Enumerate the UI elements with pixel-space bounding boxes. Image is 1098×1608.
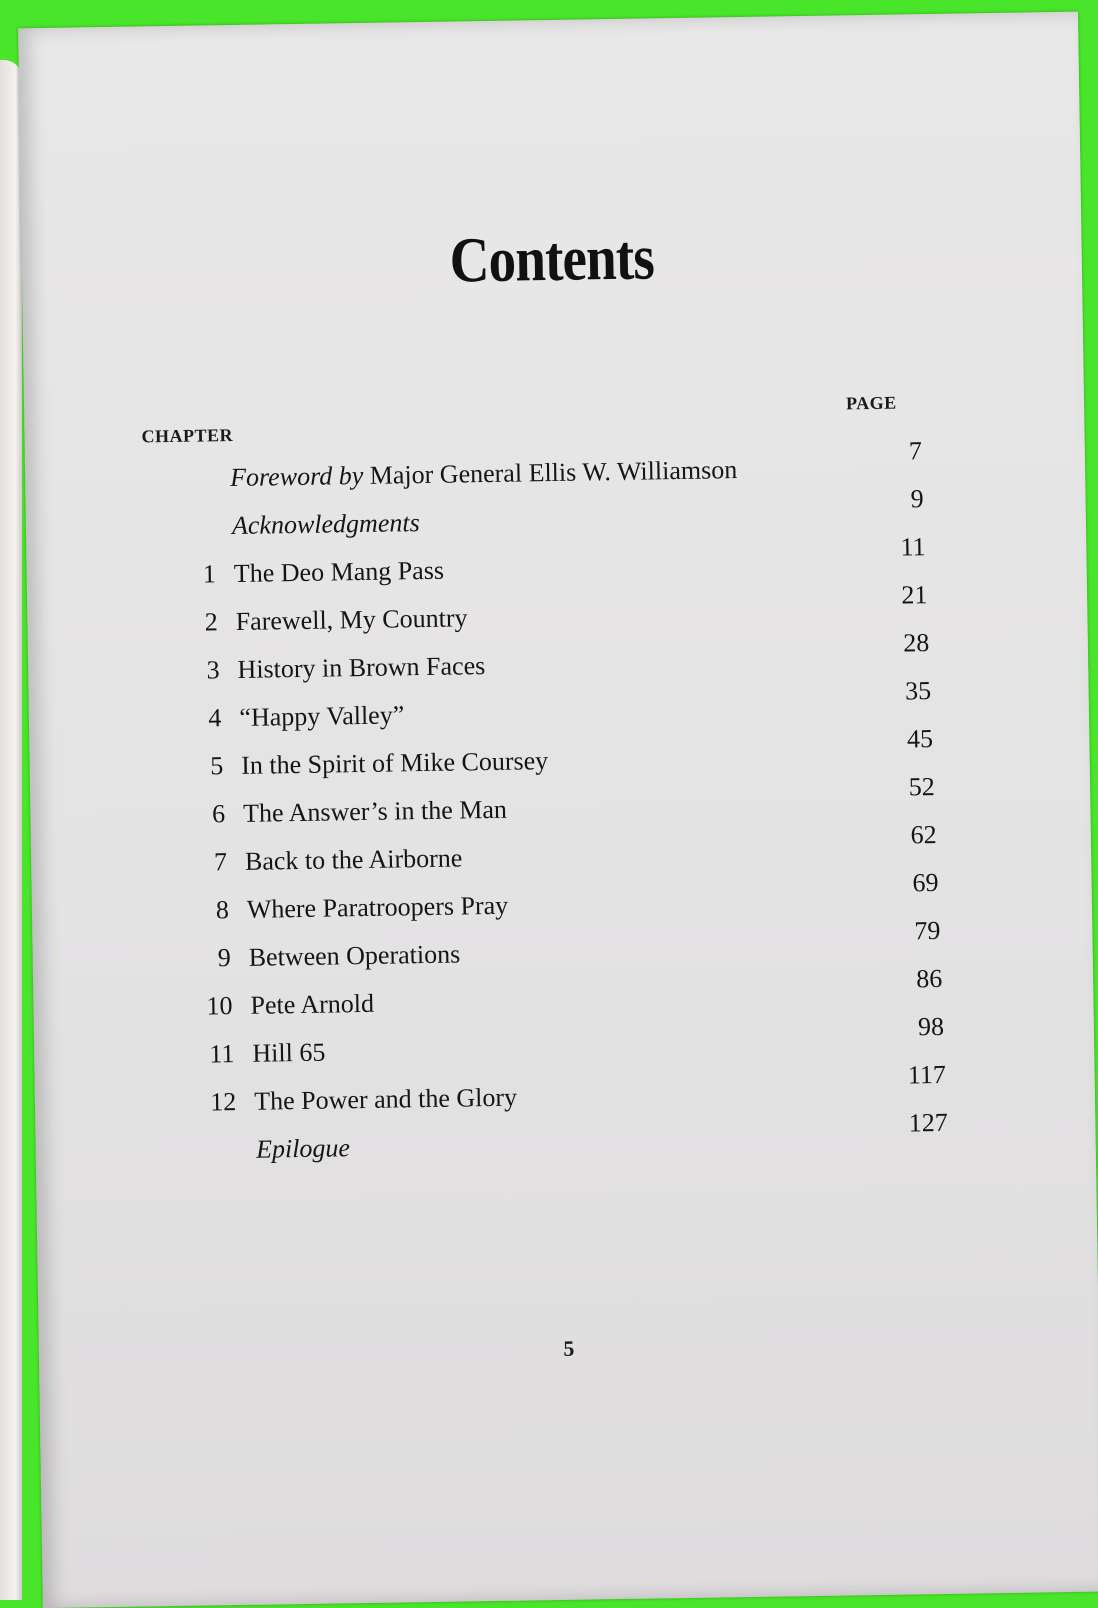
chapter-title-italic: Epilogue (256, 1133, 350, 1163)
chapter-title (230, 455, 738, 493)
chapter-title (239, 700, 404, 733)
page-ref: 45 (853, 724, 933, 755)
chapter-title-text: Pete Arnold (250, 989, 374, 1020)
page-ref: 117 (866, 1060, 946, 1091)
chapter-title (254, 1083, 517, 1117)
page-ref: 52 (855, 772, 935, 803)
page-ref: 11 (845, 532, 925, 563)
page-ref: 35 (851, 676, 931, 707)
chapter-column-header: CHAPTER (141, 425, 233, 447)
chapter-title (256, 1133, 350, 1164)
page-ref: 21 (847, 580, 927, 611)
chapter-title (250, 989, 374, 1021)
page-ref: 127 (868, 1108, 948, 1139)
chapter-title-text: Major General Ellis W. Williamson (370, 455, 738, 490)
chapter-title (232, 508, 420, 541)
chapter-title-italic: Foreword by (230, 461, 364, 492)
page-number: 5 (39, 1328, 1098, 1371)
chapter-title-text: Hill 65 (252, 1038, 325, 1068)
page-ref: 69 (858, 868, 938, 899)
chapter-title-text: Between Operations (248, 939, 460, 971)
chapter-number: 4 (181, 703, 221, 734)
chapter-number: 5 (183, 751, 223, 782)
page-column-header: PAGE (846, 393, 897, 415)
chapter-title (248, 939, 460, 972)
page-ref: 86 (862, 964, 942, 995)
chapter-number (174, 511, 214, 512)
chapter-number: 11 (194, 1039, 234, 1070)
chapter-title-text: In the Spirit of Mike Coursey (241, 746, 548, 780)
chapter-title (245, 843, 463, 876)
page-ref: 62 (856, 820, 936, 851)
chapter-number: 9 (190, 943, 230, 974)
chapter-title (235, 603, 467, 637)
chapter-title (252, 1038, 325, 1069)
chapter-number (198, 1135, 238, 1136)
chapter-number: 8 (189, 895, 229, 926)
page-title: Contents (95, 215, 1008, 303)
chapter-number: 7 (187, 847, 227, 878)
chapter-title-text: The Answer’s in the Man (243, 795, 507, 828)
chapter-title-italic: Acknowledgments (232, 508, 420, 540)
chapter-title (243, 795, 507, 829)
chapter-title-text: History in Brown Faces (237, 651, 485, 684)
chapter-title-text: “Happy Valley” (239, 700, 404, 732)
chapter-title-text: Back to the Airborne (245, 843, 463, 875)
chapter-number: 12 (196, 1087, 236, 1118)
page-ref: 98 (864, 1012, 944, 1043)
book-page (18, 12, 1098, 1608)
page-ref: 79 (860, 916, 940, 947)
chapter-title (247, 891, 509, 925)
chapter-number: 3 (179, 655, 219, 686)
page-ref: 7 (842, 436, 922, 467)
page-ref: 9 (843, 484, 923, 515)
chapter-title (237, 651, 485, 685)
chapter-number (172, 463, 212, 464)
chapter-number: 1 (176, 559, 216, 590)
chapter-number: 6 (185, 799, 225, 830)
chapter-title-text: Where Paratroopers Pray (247, 891, 509, 924)
chapter-number: 2 (177, 607, 217, 638)
chapter-title (234, 556, 445, 589)
book-spine-edge (0, 60, 22, 1600)
chapter-title-text: The Deo Mang Pass (234, 556, 445, 588)
chapter-title-text: Farewell, My Country (235, 603, 467, 636)
chapter-title-text: The Power and the Glory (254, 1083, 517, 1116)
table-of-contents (142, 444, 933, 1176)
page-ref: 28 (849, 628, 929, 659)
chapter-number: 10 (192, 991, 232, 1022)
chapter-title (241, 746, 548, 781)
